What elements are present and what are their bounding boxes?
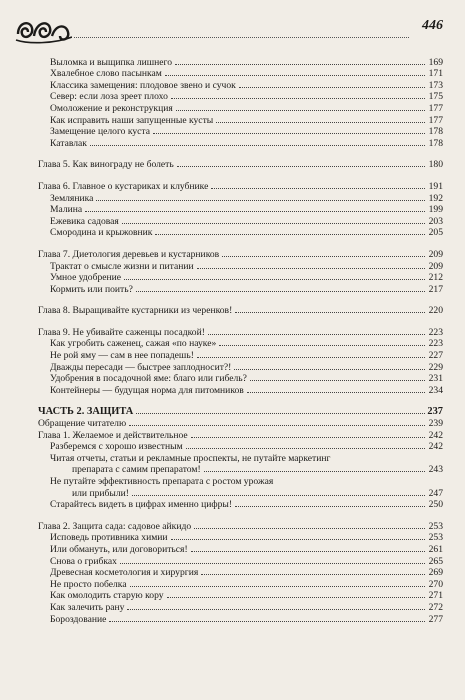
toc-entry[interactable] [38,192,443,204]
toc-entry-page: 178 [428,126,443,138]
toc-entry[interactable] [38,248,443,260]
toc-entry-page: 239 [428,418,443,430]
page-number: 446 [422,18,443,33]
toc-entry[interactable] [38,543,443,555]
toc-dot-leader [250,380,425,381]
toc-entry[interactable] [38,68,443,80]
toc-entry-title: Хвалебное слово пасынкам [50,68,162,80]
toc-dot-leader [167,597,425,598]
toc-entry-title: Глава 1. Желаемое и действительное [38,429,188,441]
toc-entry[interactable] [38,373,443,385]
table-of-contents [38,56,443,625]
toc-entry-title: Не просто побелка [50,578,127,590]
toc-dot-leader [191,437,425,438]
toc-entry-page: 209 [428,248,443,260]
toc-entry[interactable] [38,555,443,567]
toc-dot-leader [176,110,425,111]
toc-entry-title: Глава 5. Как винограду не болеть [38,159,174,171]
toc-dot-leader [204,471,425,472]
toc-dot-leader [124,279,425,280]
toc-entry-page: 253 [428,532,443,544]
toc-entry[interactable] [38,159,443,171]
toc-entry-page: 234 [428,384,443,396]
toc-entry-title: Катавлак [50,137,87,149]
toc-entry[interactable] [38,114,443,126]
toc-entry[interactable] [38,429,443,441]
section-gap [38,238,443,248]
toc-entry-page: 220 [428,305,443,317]
section-gap [38,396,443,406]
toc-entry[interactable] [38,452,443,464]
toc-entry[interactable] [38,272,443,284]
toc-entry-title: Глава 6. Главное о кустариках и клубнике [38,180,209,192]
toc-entry[interactable] [38,91,443,103]
toc-entry-page: 277 [428,613,443,625]
toc-entry-page: 250 [428,499,443,511]
toc-entry-page: 253 [428,520,443,532]
toc-entry[interactable] [38,180,443,192]
toc-entry-page: 247 [428,487,443,499]
toc-entry-title: ЧАСТЬ 2. ЗАЩИТА [38,406,134,418]
toc-dot-leader [191,551,425,552]
toc-entry-title: Выломка и выщипка лишнего [50,56,173,68]
toc-entry-page: 169 [428,56,443,68]
toc-entry-title: Смородина и крыжовник [50,227,153,239]
toc-entry-page: 227 [428,350,443,362]
toc-entry-title: Омоложение и реконструкция [50,102,173,114]
toc-entry[interactable] [38,56,443,68]
toc-entry-title: Разберемся с хорошо известным [50,441,183,453]
toc-dot-leader [90,145,425,146]
toc-entry-title: Снова о грибках [50,555,117,567]
toc-entry-page: 178 [428,137,443,149]
toc-entry[interactable] [38,520,443,532]
toc-entry-page: 180 [428,159,443,171]
toc-dot-leader [129,425,425,426]
toc-dot-leader [177,166,425,167]
toc-entry-page: 212 [428,272,443,284]
toc-entry[interactable] [38,406,443,418]
toc-entry-page: 191 [428,180,443,192]
toc-entry-title: Бороздование [50,613,107,625]
toc-entry-title: Дважды пересади — быстрее заплодносит?! [50,361,232,373]
toc-entry[interactable] [38,384,443,396]
toc-entry-title: Глава 7. Диетология деревьев и кустарников [38,248,220,260]
toc-entry-page: 242 [428,429,443,441]
toc-dot-leader [239,87,425,88]
toc-entry[interactable] [38,326,443,338]
toc-entry-title: Замещение целого куста [50,126,150,138]
toc-entry-title: Как омолодить старую кору [50,590,164,602]
toc-entry-page: 231 [428,373,443,385]
toc-entry[interactable] [38,283,443,295]
toc-entry-title: Север: если лоза зреет плохо [50,91,168,103]
toc-dot-leader [171,98,425,99]
section-gap [38,295,443,305]
toc-entry[interactable] [38,499,443,511]
toc-entry-title: Или обмануть, или договориться! [50,543,188,555]
toc-entry[interactable] [38,417,443,429]
toc-dot-leader [132,495,425,496]
toc-dot-leader [197,268,425,269]
toc-entry-title: Глава 2. Защита сада: садовое айкидо [38,520,192,532]
toc-dot-leader [201,574,425,575]
toc-entry[interactable] [38,475,443,487]
toc-dot-leader [234,369,425,370]
toc-dot-leader [85,211,425,212]
toc-entry-title: препарата с самим препаратом! [72,464,201,476]
toc-entry[interactable] [38,441,443,453]
toc-entry-title: Контейнеры — будущая норма для питомников [50,384,244,396]
toc-entry[interactable] [38,532,443,544]
toc-entry[interactable] [38,590,443,602]
section-gap [38,510,443,520]
toc-entry-page: 205 [428,227,443,239]
toc-entry[interactable] [38,464,443,476]
toc-dot-leader [120,563,425,564]
toc-entry[interactable] [38,227,443,239]
toc-dot-leader [235,312,425,313]
toc-entry-title: Кормить или поить? [50,283,133,295]
toc-entry-page: 192 [428,192,443,204]
toc-entry[interactable] [38,260,443,272]
toc-entry-page: 209 [428,260,443,272]
toc-entry-page: 217 [428,283,443,295]
toc-entry-title: Малина [50,204,83,216]
toc-entry[interactable] [38,79,443,91]
toc-entry-title: Ежевика садовая [50,215,119,227]
toc-entry[interactable] [38,567,443,579]
toc-entry-page: 271 [428,590,443,602]
toc-entry-page: 203 [428,215,443,227]
toc-dot-leader [208,334,425,335]
toc-dot-leader [219,345,425,346]
toc-entry-title: Трактат о смысле жизни и питании [50,260,194,272]
toc-entry-page: 243 [428,464,443,476]
section-gap [38,170,443,180]
toc-dot-leader [175,64,425,65]
toc-dot-leader [96,200,425,201]
toc-dot-leader [186,448,425,449]
toc-entry-title: Исповедь противника химии [50,532,168,544]
toc-entry-title: Читая отчеты, статьи и рекламные проспекты, не путайте маркетинг [50,452,331,464]
toc-entry-page: 261 [428,543,443,555]
toc-dot-leader [247,392,425,393]
toc-entry-title: Не путайте эффективность препарата с ростом урожая [50,476,274,487]
toc-entry[interactable] [38,487,443,499]
section-gap [38,316,443,326]
toc-entry-title: Обращение читателю [38,418,127,430]
toc-entry-title: Земляника [50,192,94,204]
toc-entry-page: 242 [428,441,443,453]
toc-entry[interactable] [38,305,443,317]
toc-entry-page: 177 [428,102,443,114]
toc-entry-page: 199 [428,204,443,216]
toc-dot-leader [127,609,425,610]
toc-entry-page: 269 [428,567,443,579]
toc-entry-page: 237 [427,406,443,418]
toc-entry[interactable] [38,613,443,625]
toc-entry[interactable] [38,338,443,350]
toc-entry-page: 265 [428,555,443,567]
toc-dot-leader [197,357,425,358]
toc-dot-leader [216,122,425,123]
toc-dot-leader [153,133,425,134]
toc-entry-title: Умное удобрение [50,272,122,284]
toc-entry[interactable] [38,137,443,149]
toc-entry-title: Древесная косметология и хирургия [50,567,199,579]
toc-entry[interactable] [38,601,443,613]
toc-entry-page: 272 [428,601,443,613]
toc-dot-leader [109,621,425,622]
toc-dot-leader [222,256,425,257]
toc-dot-leader [165,75,425,76]
toc-entry-title: Глава 9. Не убивайте саженцы посадкой! [38,326,205,338]
toc-entry-page: 175 [428,91,443,103]
toc-entry[interactable] [38,204,443,216]
toc-dot-leader [235,506,425,507]
toc-entry-title: Не рой яму — сам в нее попадешь! [50,350,194,362]
toc-entry-title: Старайтесь видеть в цифрах именно цифры! [50,499,233,511]
toc-dot-leader [211,188,425,189]
toc-dot-leader [136,413,425,414]
toc-entry-page: 171 [428,68,443,80]
toc-entry-page: 223 [428,338,443,350]
toc-entry-page: 173 [428,79,443,91]
toc-dot-leader [122,223,425,224]
toc-entry-page: 223 [428,326,443,338]
toc-entry-page: 229 [428,361,443,373]
page-header [0,0,465,52]
toc-entry[interactable] [38,361,443,373]
toc-entry-title: или прибыли! [72,487,129,499]
toc-entry-title: Классика замещения: плодовое звено и сучок [50,79,236,91]
toc-entry[interactable] [38,126,443,138]
toc-dot-leader [171,539,425,540]
toc-entry[interactable] [38,349,443,361]
toc-entry-title: Глава 8. Выращивайте кустарники из черенков! [38,305,233,317]
toc-entry-page: 270 [428,578,443,590]
toc-entry[interactable] [38,102,443,114]
toc-entry-page: 177 [428,114,443,126]
toc-entry-title: Удобрения в посадочной яме: благо или гибель? [50,373,247,385]
toc-entry-title: Как угробить саженец, сажая «по науке» [50,338,217,350]
toc-dot-leader [136,291,425,292]
scroll-ornament-icon [14,14,72,46]
section-gap [38,149,443,159]
toc-entry[interactable] [38,215,443,227]
toc-entry-title: Как исправить наши запущенные кусты [50,114,214,126]
toc-entry[interactable] [38,578,443,590]
toc-dot-leader [194,528,425,529]
toc-dot-leader [155,234,425,235]
header-rule [74,37,409,38]
toc-entry-title: Как залечить рану [50,601,125,613]
toc-dot-leader [130,586,425,587]
